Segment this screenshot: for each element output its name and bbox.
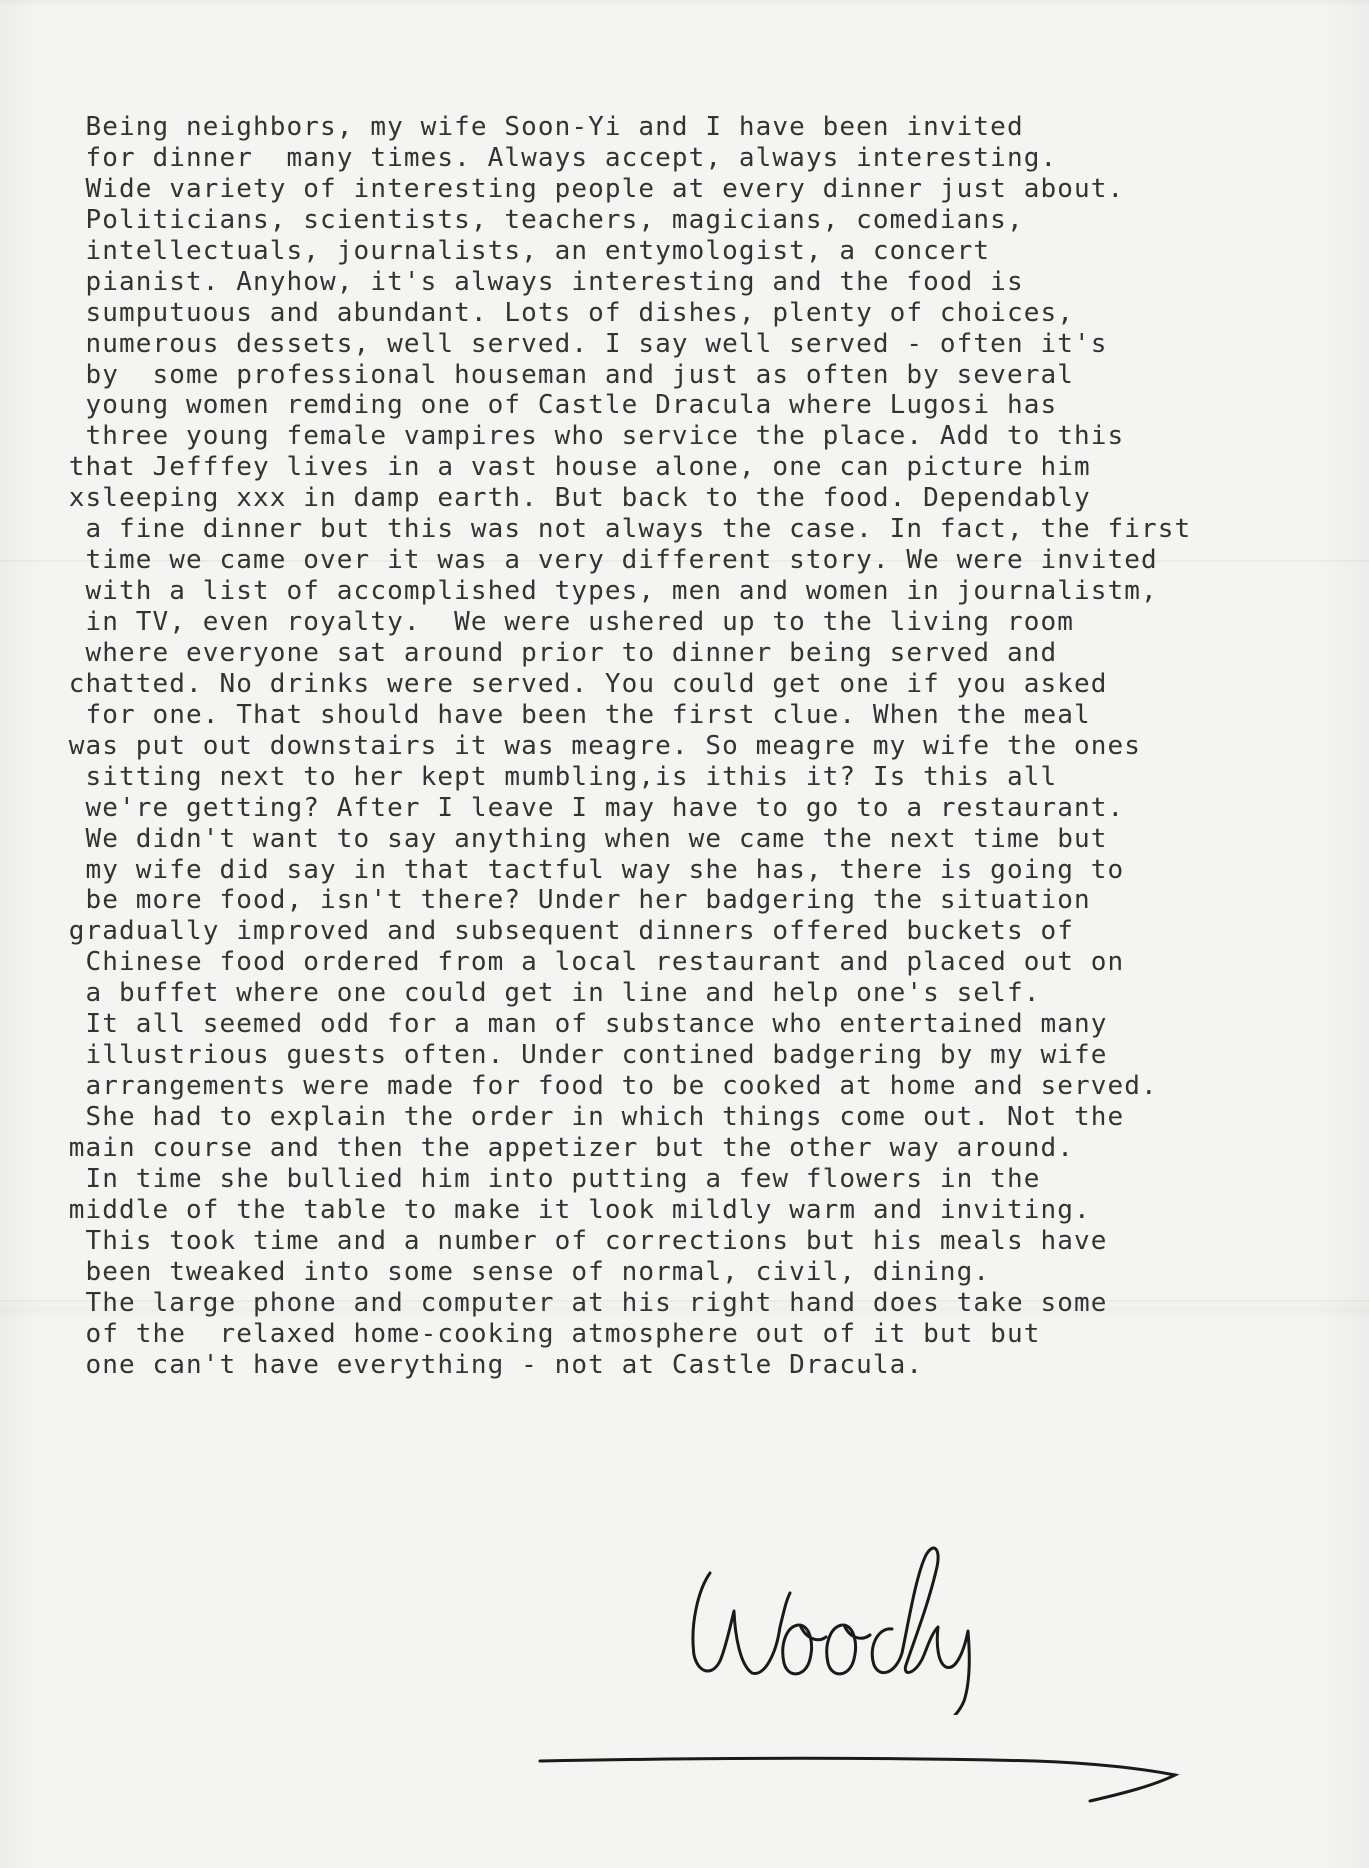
letter-line: my wife did say in that tactful way she has, there is going to <box>52 854 1125 885</box>
letter-line: by some professional houseman and just as often by several <box>52 359 1074 390</box>
letter-line: middle of the table to make it look mildly warm and inviting. <box>52 1194 1091 1225</box>
letter-line: for one. That should have been the first clue. When the meal <box>52 699 1091 730</box>
letter-line: be more food, isn't there? Under her badgering the situation <box>52 885 1091 916</box>
letter-line: of the relaxed home-cooking atmosphere out of it but but <box>52 1318 1041 1349</box>
letter-line: illustrious guests often. Under contined badgering by my wife <box>52 1040 1108 1071</box>
letter-body <box>52 112 1342 1380</box>
signature-underline <box>535 1735 1185 1805</box>
letter-line: Wide variety of interesting people at every dinner just about. <box>52 173 1125 204</box>
letter-line: arrangements were made for food to be cooked at home and served. <box>52 1071 1158 1102</box>
signature <box>680 1515 1000 1715</box>
letter-line: intellectuals, journalists, an entymologist, a concert <box>52 235 991 266</box>
letter-line: time we came over it was a very different story. We were invited <box>52 545 1158 576</box>
letter-line: where everyone sat around prior to dinner being served and <box>52 637 1058 668</box>
letter-line: young women remding one of Castle Dracula where Lugosi has <box>52 390 1058 421</box>
letter-line: xsleeping xxx in damp earth. But back to the food. Dependably <box>52 483 1091 514</box>
letter-line: She had to explain the order in which things come out. Not the <box>52 1102 1125 1132</box>
letter-line: for dinner many times. Always accept, always interesting. <box>52 142 1058 173</box>
letter-line: a fine dinner but this was not always the case. In fact, the first <box>52 514 1192 545</box>
letter-line: numerous dessets, well served. I say well served - often it's <box>52 328 1108 359</box>
letter-line: Politicians, scientists, teachers, magicians, comedians, <box>52 204 1024 235</box>
letter-line: In time she bullied him into putting a few flowers in the <box>52 1163 1041 1194</box>
letter-line: pianist. Anyhow, it's always interesting and the food is <box>52 266 1024 297</box>
letter-line: was put out downstairs it was meagre. So meagre my wife the ones <box>52 730 1141 761</box>
letter-line: been tweaked into some sense of normal, civil, dining. <box>52 1256 991 1287</box>
letter-line: We didn't want to say anything when we came the next time but <box>52 823 1108 854</box>
letter-line: sitting next to her kept mumbling,is ithis it? Is this all <box>52 761 1058 792</box>
letter-line: It all seemed odd for a man of substance who entertained many <box>52 1009 1108 1040</box>
letter-line: that Jefffey lives in a vast house alone, one can picture him <box>52 452 1091 483</box>
letter-line: main course and then the appetizer but the other way around. <box>52 1132 1074 1163</box>
letter-line: gradually improved and subsequent dinners offered buckets of <box>52 916 1074 947</box>
letter-line: sumputuous and abundant. Lots of dishes, plenty of choices, <box>52 297 1074 328</box>
letter-line: The large phone and computer at his right hand does take some <box>52 1287 1108 1318</box>
letter-line: three young female vampires who service the place. Add to this <box>52 421 1125 452</box>
letter-line: Chinese food ordered from a local restaurant and placed out on <box>52 947 1125 978</box>
letter-line: we're getting? After I leave I may have to go to a restaurant. <box>52 792 1125 823</box>
letter-line: chatted. No drinks were served. You could get one if you asked <box>52 668 1108 699</box>
letter-line: Being neighbors, my wife Soon-Yi and I have been invited <box>52 112 1024 142</box>
letter-line: with a list of accomplished types, men and women in journalistm, <box>52 576 1158 607</box>
letter-line: one can't have everything - not at Castle Dracula. <box>52 1349 924 1380</box>
letter-line: a buffet where one could get in line and help one's self. <box>52 978 1041 1009</box>
letter-line: in TV, even royalty. We were ushered up to the living room <box>52 607 1074 637</box>
letter-line: This took time and a number of corrections but his meals have <box>52 1225 1108 1256</box>
